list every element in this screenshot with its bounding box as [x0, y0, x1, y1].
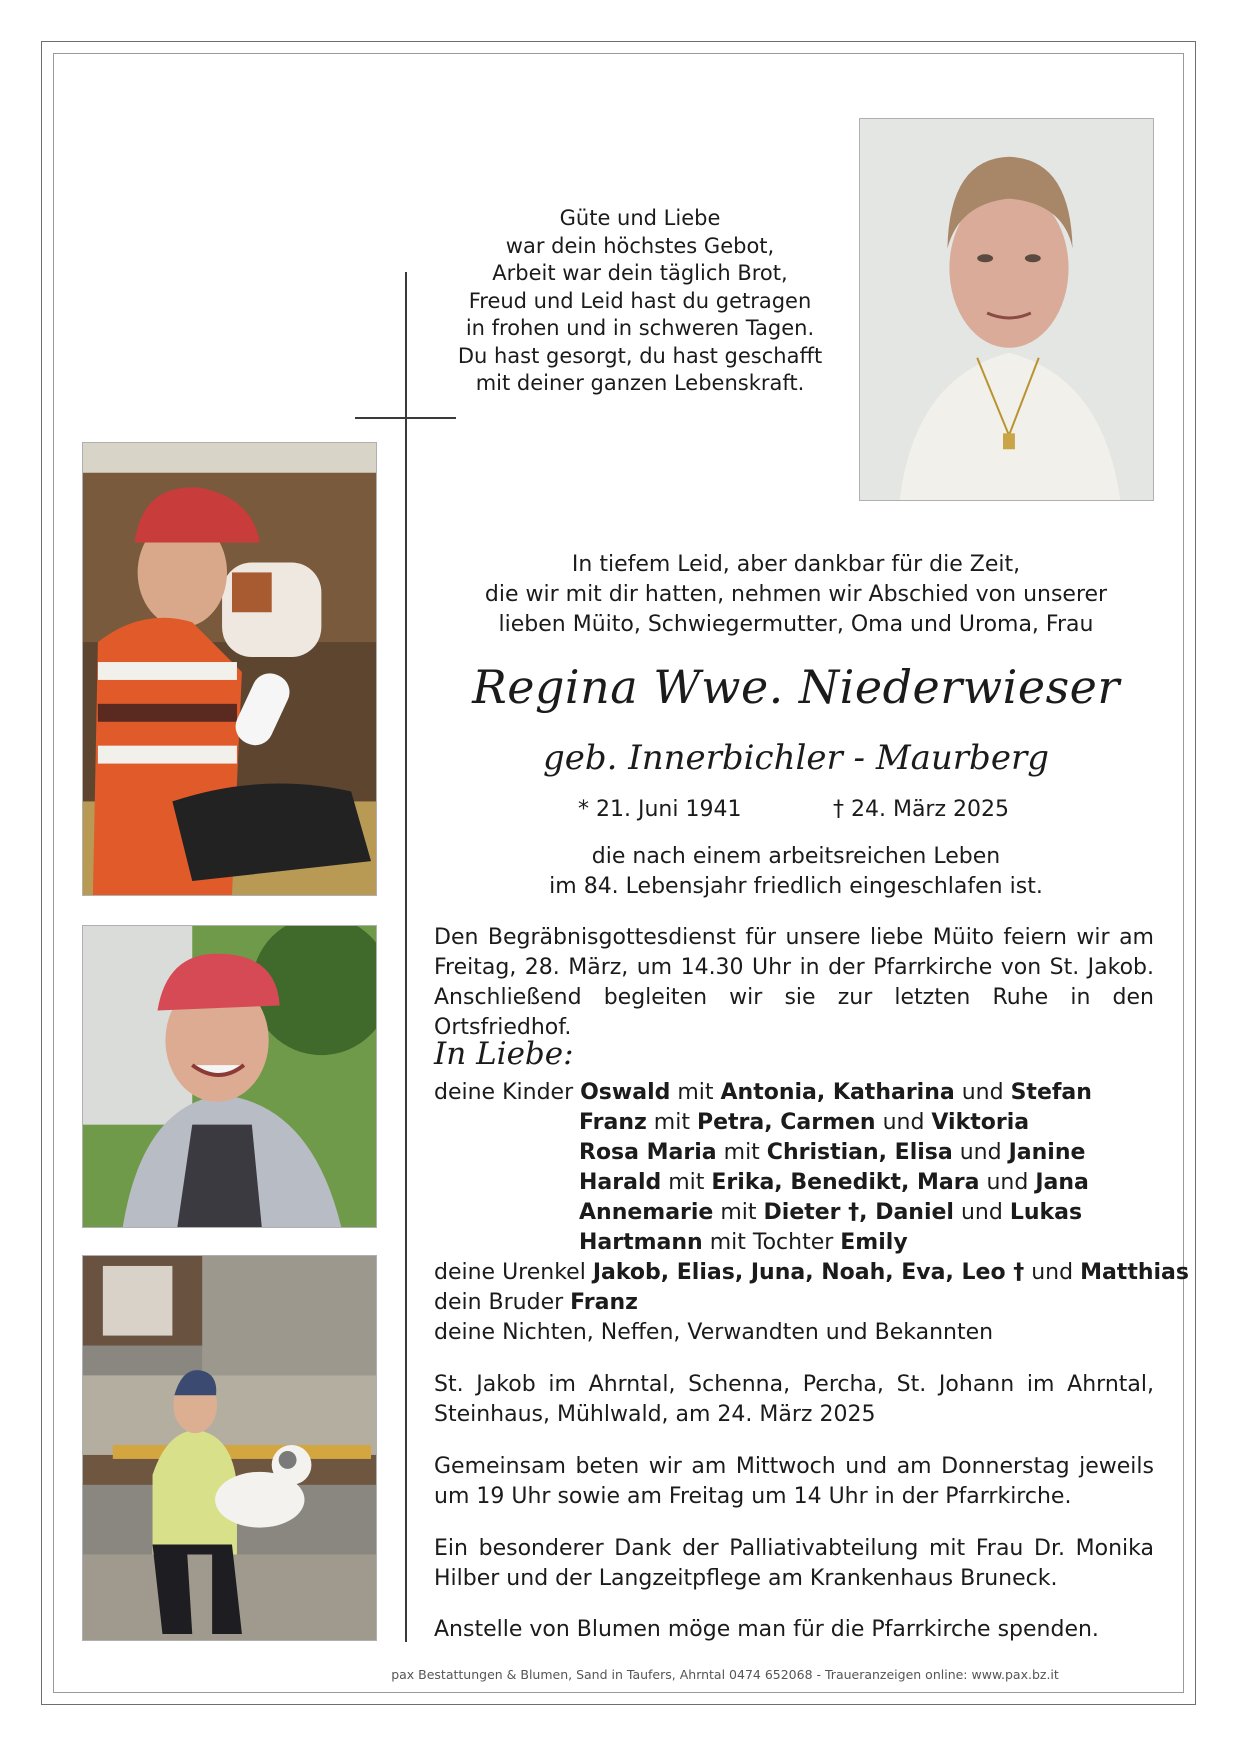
family-name: Oswald	[580, 1080, 671, 1105]
family-name: Antonia, Katharina	[720, 1080, 955, 1105]
thanks-text: Ein besonderer Dank der Palliativabteilung mit Frau Dr. Monika Hilber und der Langzeitpflege am Krankenhaus Bruneck.	[434, 1536, 1154, 1591]
cross-vertical-bar	[405, 272, 407, 1642]
family-label: deine Kinder	[434, 1080, 581, 1105]
death-date: † 24. März 2025	[833, 797, 1010, 822]
birth-name: geb. Innerbichler - Maurberg	[543, 738, 1049, 778]
portrait-photo	[859, 118, 1154, 501]
family-label: dein Bruder	[434, 1290, 571, 1315]
poem-line: Arbeit war dein täglich Brot,	[492, 261, 788, 285]
prayer-info: Gemeinsam beten wir am Mittwoch und am Donnerstag jeweils um 19 Uhr sowie am Freitag um 14 Uhr in der Pfarrkirche.	[434, 1454, 1154, 1509]
family-text: mit	[661, 1170, 712, 1195]
family-name: Hartmann	[579, 1230, 703, 1255]
funeral-info: Den Begräbnisgottesdienst für unsere liebe Müito feiern wir am Freitag, 28. März, um 14.30 Uhr in der Pfarrkirche von St. Jakob. Anschließend begleiten wir sie zur letzten Ruhe in den Ortsfriedhof.	[434, 925, 1154, 1040]
family-row-children	[434, 1108, 1174, 1138]
family-row-children	[434, 1198, 1174, 1228]
announcement-intro	[436, 550, 1156, 640]
family-text: mit	[713, 1200, 764, 1225]
family-name: Annemarie	[579, 1200, 714, 1225]
family-name: Franz	[570, 1290, 638, 1315]
poem	[420, 205, 860, 398]
family-label: deine Urenkel	[434, 1260, 593, 1285]
family-row-children	[434, 1228, 1174, 1258]
family-row-others: deine Nichten, Neffen, Verwandten und Bekannten	[434, 1320, 994, 1345]
poem-line: war dein höchstes Gebot,	[505, 233, 775, 258]
family-list	[434, 1078, 1189, 1348]
poem-line: Freud und Leid hast du getragen	[468, 288, 812, 313]
family-row-great-grandchildren	[434, 1258, 1189, 1288]
family-name: Franz	[579, 1110, 647, 1135]
family-name: Stefan	[1010, 1080, 1092, 1105]
family-row-children	[434, 1078, 1174, 1108]
family-text: und	[875, 1110, 932, 1135]
family-row-children	[434, 1168, 1174, 1198]
poem-line: Du hast gesorgt, du hast geschafft	[457, 343, 823, 368]
photo-with-calf	[82, 442, 377, 896]
places-and-date: St. Jakob im Ahrntal, Schenna, Percha, St. Johann im Ahrntal, Steinhaus, Mühlwald, am 24. März 2025	[434, 1372, 1154, 1427]
cross-horizontal-bar	[355, 417, 456, 419]
family-name: Dieter †, Daniel	[763, 1200, 954, 1225]
family-row-brother	[434, 1288, 1174, 1318]
family-name: Viktoria	[931, 1110, 1030, 1135]
intro-line: lieben Müito, Schwiegermutter, Oma und Uroma, Frau	[498, 612, 1094, 637]
family-text: und	[952, 1140, 1009, 1165]
passing-line: die nach einem arbeitsreichen Leben	[591, 844, 1001, 869]
in-love-heading: In Liebe:	[434, 1036, 574, 1072]
flowers-note: Anstelle von Blumen möge man für die Pfarrkirche spenden.	[434, 1617, 1099, 1642]
family-row-children	[434, 1138, 1174, 1168]
family-text: mit	[670, 1080, 721, 1105]
family-text: mit	[646, 1110, 697, 1135]
birth-date: * 21. Juni 1941	[578, 797, 742, 822]
poem-line: in frohen und in schweren Tagen.	[465, 316, 815, 340]
intro-line: die wir mit dir hatten, nehmen wir Abschied von unserer	[484, 582, 1108, 607]
passing-text	[436, 842, 1156, 902]
family-name: Erika, Benedikt, Mara	[711, 1170, 980, 1195]
family-text: mit Tochter	[702, 1230, 841, 1255]
family-name: Jana	[1035, 1170, 1089, 1195]
poem-line: mit deiner ganzen Lebenskraft.	[475, 371, 805, 395]
poem-line: Güte und Liebe	[559, 206, 721, 230]
family-name: Emily	[840, 1230, 908, 1255]
family-name: Christian, Elisa	[766, 1140, 953, 1165]
family-name: Petra, Carmen	[696, 1110, 876, 1135]
family-name: Janine	[1008, 1140, 1086, 1165]
family-name: Lukas	[1009, 1200, 1083, 1225]
photo-smiling	[82, 925, 377, 1228]
photo-with-cat	[82, 1255, 377, 1641]
intro-line: In tiefem Leid, aber dankbar für die Zeit,	[571, 552, 1021, 577]
family-text: mit	[716, 1140, 767, 1165]
family-text: und	[979, 1170, 1036, 1195]
family-text: und	[954, 1080, 1011, 1105]
footer-imprint: pax Bestattungen & Blumen, Sand in Taufers, Ahrntal 0474 652068 - Traueranzeigen online: www.pax.bz.it	[391, 1667, 1059, 1682]
family-name: Harald	[579, 1170, 662, 1195]
family-name: Jakob, Elias, Juna, Noah, Eva, Leo †	[592, 1260, 1025, 1285]
deceased-name: Regina Wwe. Niederwieser	[472, 660, 1120, 714]
family-text: und	[1024, 1260, 1081, 1285]
family-name: Rosa Maria	[579, 1140, 717, 1165]
family-name: Matthias	[1080, 1260, 1189, 1285]
family-text: und	[953, 1200, 1010, 1225]
passing-line: im 84. Lebensjahr friedlich eingeschlafen ist.	[549, 874, 1043, 899]
